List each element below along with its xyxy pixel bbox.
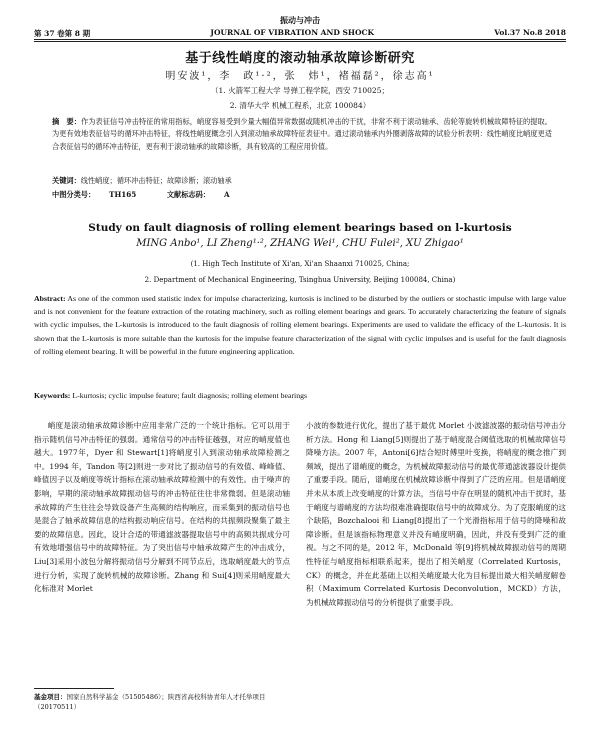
body-paragraph: 小波的参数进行优化，提出了基于最优 Morlet 小波滤波器的振动信号冲击分析方法。Hong 和 Liang[5]则提出了基于峭度混合阈值选取的机械故障信号降噪方法。2007 年，Antoni[6]结合短时傅里叶变换，将峭度的概念推广到频域，提出了谱峭度的概念，为机械故障振动信号的最优带通滤波器设计提供了重要手段。随后，谱峭度在机械故障诊断中得到了广泛的应用。但是谱峭度并未从本质上改变峭度的计算方法，当信号中存在明显的随机冲击干扰时，基于峭度与谱峭度的方法均很难准确提取信号中的故障成分。为了克服峭度的这个缺陷，Bozchalooi 和 Liang[8]提出了一个光滑指标用于信号的降噪和故障诊断。但是该指标物理意义并没有峭度明确，因此，并没有受到广泛的重视。与之不同的是，2012 年，McDonald 等[9]将机械故障振动信号的周期性特征与峭度指标相联系起来，提出了相关峭度（Correlated Kurtosis，CK）的概念，并在此基础上以相关峭度最大化为目标提出最大相关峭度解卷积（Maximum Correlated Kurtosis Deconvolution，MCKD）方法，为机械故障振动信号的分析提供了重要手段。: [306, 421, 566, 607]
en-keywords-text: L-kurtosis; cyclic impulse feature; fault diagnosis; rolling element bearings: [72, 391, 308, 400]
volume-issue: 第 37 卷第 8 期: [34, 29, 91, 38]
code-value: A: [223, 190, 230, 199]
cn-title: 基于线性峭度的滚动轴承故障诊断研究: [185, 51, 415, 66]
footnote-label: 基金项目：: [34, 693, 67, 701]
class-value: TH165: [109, 190, 137, 199]
running-header: 振动与冲击: [280, 15, 320, 25]
document-code: [167, 190, 244, 199]
footnote-rule: [34, 688, 114, 689]
en-title: Study on fault diagnosis of rolling element bearings based on l-kurtosis: [88, 222, 512, 234]
en-abstract-label: Abstract:: [34, 294, 66, 303]
cn-affiliation-1: （1. 火箭军工程大学 导弹工程学院，西安 710025；: [211, 86, 389, 95]
header-rule-thin: [34, 41, 566, 42]
cn-authors: 明安波¹，李 政¹·²，张 炜¹，褚福磊²，徐志高¹: [165, 71, 435, 82]
cn-keywords-label: 关键词：: [52, 176, 81, 185]
en-abstract: [34, 292, 566, 358]
volume-en: Vol.37 No.8 2018: [494, 28, 566, 37]
body-paragraph: 峭度是滚动轴承故障诊断中应用非常广泛的一个统计指标。它可以用于指示随机信号冲击特征的强弱。通常信号的冲击特征越强，对应的峭度值也越大。1977年，Dyer 和 Stewart[1]将峭度引入到滚动轴承故障检测之中。1994 年，Tandon 等[2]则进一步对比了振动信号的有效值、峰峰值、峰值因子以及峭度等统计指标在滚动轴承故障检测中的有效性。由于噪声的影响，早期的滚动轴承故障振动信号的冲击特征往往非常微弱。但是滚动轴承故障的产生往往会导致设备产生高频的结构响应，而采集到的振动信号也是混合了轴承故障信息的结构振动响应信号。在结构的共振频段聚集了最主要的故障信息。因此，设计合适的带通滤波器提取信号中的高频共振成分可有效地增强信号中的故障特征。为了突出信号中轴承故障产生的冲击成分，Liu[3]采用小波包分解将振动信号分解到不同节点后，选取峭度最大的节点进行分析，实现了旋转机械的故障诊断。Zhang 和 Sui[4]则采用峭度最大化标准对 Morlet: [34, 421, 290, 594]
class-label: 中图分类号：: [52, 190, 96, 199]
cn-keywords: [52, 176, 552, 186]
en-abstract-text: As one of the common used statistic index for impulse characterizing, kurtosis is inclined to be disturbed by the outliers or stochastic impulse with large value and is not convenient for the feature extraction of the rotating machinery, such as rolling element bearings and gears. To accurately characterizing the feature of signals with cyclic impulses, the L-kurtosis is introduced to the fault diagnosis of rolling element bearings. Experiments are used to validate the efficacy of the L-kurtosis. It is shown that the L-kurtosis is more suitable than the kurtosis for the impulse feature characterization of the signal with cyclic impulses and is useful for the fault diagnosis of rolling element bearing. It will be powerful in the future engineering application.: [34, 294, 566, 356]
code-label: 文献标志码：: [166, 190, 210, 199]
cn-keywords-text: 线性峭度；循环冲击特征；故障诊断；滚动轴承: [80, 176, 232, 185]
cn-abstract-label: 摘 要：: [52, 117, 81, 126]
classification-row: [52, 190, 552, 200]
en-keywords-label: Keywords:: [34, 391, 71, 400]
journal-header: [34, 28, 566, 39]
body-column-right: [306, 419, 566, 609]
body-column-left: [34, 419, 290, 596]
cn-abstract-text: 作为表征信号冲击特征的常用指标，峭度容易受到少量大幅值异常数据或随机冲击的干扰，非常不利于滚动轴承、齿轮等旋转机械故障特征的提取。为更有效地表征信号的循环冲击特征，将线性峭度概念引入到滚动轴承故障特征表征中。通过滚动轴承内外圈剥落故障的试验分析表明：线性峭度比峭度更适合表征信号的循环冲击特征，更有利于滚动轴承的故障诊断，具有较高的工程应用价值。: [52, 117, 552, 151]
footnote-text: 国家自然科学基金（51505486）；陕西省高校科协青年人才托举项目（20170511）: [34, 693, 266, 711]
cn-affiliation-2: 2. 清华大学 机械工程系，北京 100084）: [229, 101, 371, 110]
en-keywords: [34, 391, 566, 400]
en-authors: MING Anbo¹, LI Zheng¹·², ZHANG Wei¹, CHU Fulei², XU Zhigao¹: [136, 238, 464, 249]
journal-name-en: JOURNAL OF VIBRATION AND SHOCK: [210, 28, 374, 37]
en-affiliation-1: (1. High Tech Institute of Xi'an, Xi'an Shaanxi 710025, China;: [190, 260, 410, 268]
header-rule: [34, 39, 566, 40]
cn-abstract: [52, 116, 552, 153]
en-affiliation-2: 2. Department of Mechanical Engineering, Tsinghua University, Beijing 100084, China): [144, 276, 456, 284]
class-number: [52, 190, 150, 199]
footnote: [34, 692, 290, 712]
